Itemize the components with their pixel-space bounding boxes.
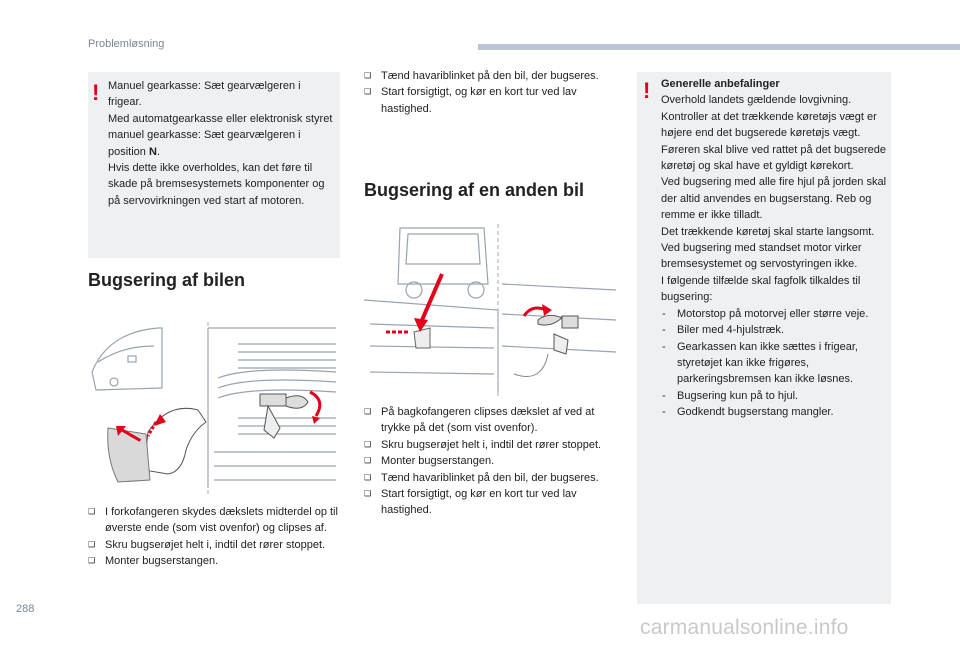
warning-title: Generelle anbefalinger [661, 78, 780, 90]
list-item: - Godkendt bugserstang mangler. [661, 404, 887, 420]
step-item: ❑ Skru bugserøjet helt i, indtil det rører stoppet. [88, 537, 338, 553]
step-item: ❑ Tænd havariblinket på den bil, der bugseres. [364, 68, 620, 84]
step-item: ❑ Start forsigtigt, og kør en kort tur ved lav hastighed. [364, 486, 620, 519]
step-item: ❑ På bagkofangeren clipses dækslet af ved at trykke på det (som vist ovenfor). [364, 404, 620, 437]
towing-other-steps [364, 404, 620, 519]
front-bumper-illustration [88, 322, 338, 494]
warning-list [661, 306, 887, 421]
page-number: 288 [16, 603, 35, 615]
step-item: ❑ Tænd havariblinket på den bil, der bugseres. [364, 470, 620, 486]
step-item: ❑ Start forsigtigt, og kør en kort tur ved lav hastighed. [364, 84, 620, 117]
front-bumper-drawing [88, 322, 338, 494]
warning-box-general [637, 72, 891, 604]
header-bar [478, 44, 960, 50]
warning-line: Manuel gearkasse: Sæt gearvælgeren i frigear. [108, 80, 301, 109]
warning-paragraph: Overhold landets gældende lovgivning. [661, 94, 852, 107]
warning-text [661, 76, 887, 421]
step-item: ❑ Skru bugserøjet helt i, indtil det rører stoppet. [364, 437, 620, 453]
rear-bumper-illustration [364, 224, 616, 396]
warning-line: Med automatgearkasse eller elektronisk styret manuel gearkasse: Sæt gearvælgeren i position N. [108, 112, 333, 158]
watermark: carmanualsonline.info [640, 616, 849, 639]
list-item: - Motorstop på motorvej eller større veje. [661, 306, 887, 322]
warning-paragraph: Kontroller at det trækkende køretøjs vægt er højere end det bugserede køretøjs vægt. [661, 110, 877, 140]
warning-paragraph: Det trækkende køretøj skal starte langsomt. [661, 225, 875, 238]
warning-line: Hvis dette ikke overholdes, kan det føre til skade på bremsesystemets komponenter og på servovirkningen ved start af motoren. [108, 162, 325, 207]
warning-paragraph: I følgende tilfælde skal fagfolk tilkaldes til bugsering: [661, 274, 861, 304]
rear-bumper-drawing [364, 224, 616, 396]
hazard-steps [364, 68, 620, 117]
warning-paragraph: Ved bugsering med alle fire hjul på jorden skal der altid anvendes en bugserstang. Reb og remme er ikke tilladt. [661, 176, 887, 222]
step-item: ❑ Monter bugserstangen. [88, 553, 338, 569]
list-item: - Gearkassen kan ikke sættes i frigear, styretøjet kan ikke frigøres, parkeringsbremsen kan ikke løsnes. [661, 339, 887, 388]
section-title-towing-own: Bugsering af bilen [88, 270, 246, 290]
warning-box-gearbox [88, 72, 340, 258]
step-item: ❑ Monter bugserstangen. [364, 453, 620, 469]
page-header-title: Problemløsning [88, 38, 165, 50]
gear-position: N [148, 145, 157, 158]
list-item: - Bugsering kun på to hjul. [661, 388, 887, 404]
step-item: ❑ I forkofangeren skydes dækslets midterdel op til øverste ende (som vist ovenfor) og clipses af. [88, 504, 338, 537]
section-title-towing-other: Bugsering af en anden bil [364, 180, 585, 200]
warning-icon: ! [643, 78, 651, 103]
warning-text [108, 78, 336, 209]
list-item: - Biler med 4-hjulstræk. [661, 322, 887, 338]
warning-icon: ! [92, 80, 100, 105]
towing-own-steps [88, 504, 338, 570]
warning-paragraph: Ved bugsering med standset motor virker bremsesystemet og servostyringen ikke. [661, 242, 862, 271]
warning-paragraph: Føreren skal blive ved rattet på det bugserede køretøj og skal have et gyldigt kørekort. [661, 143, 887, 173]
